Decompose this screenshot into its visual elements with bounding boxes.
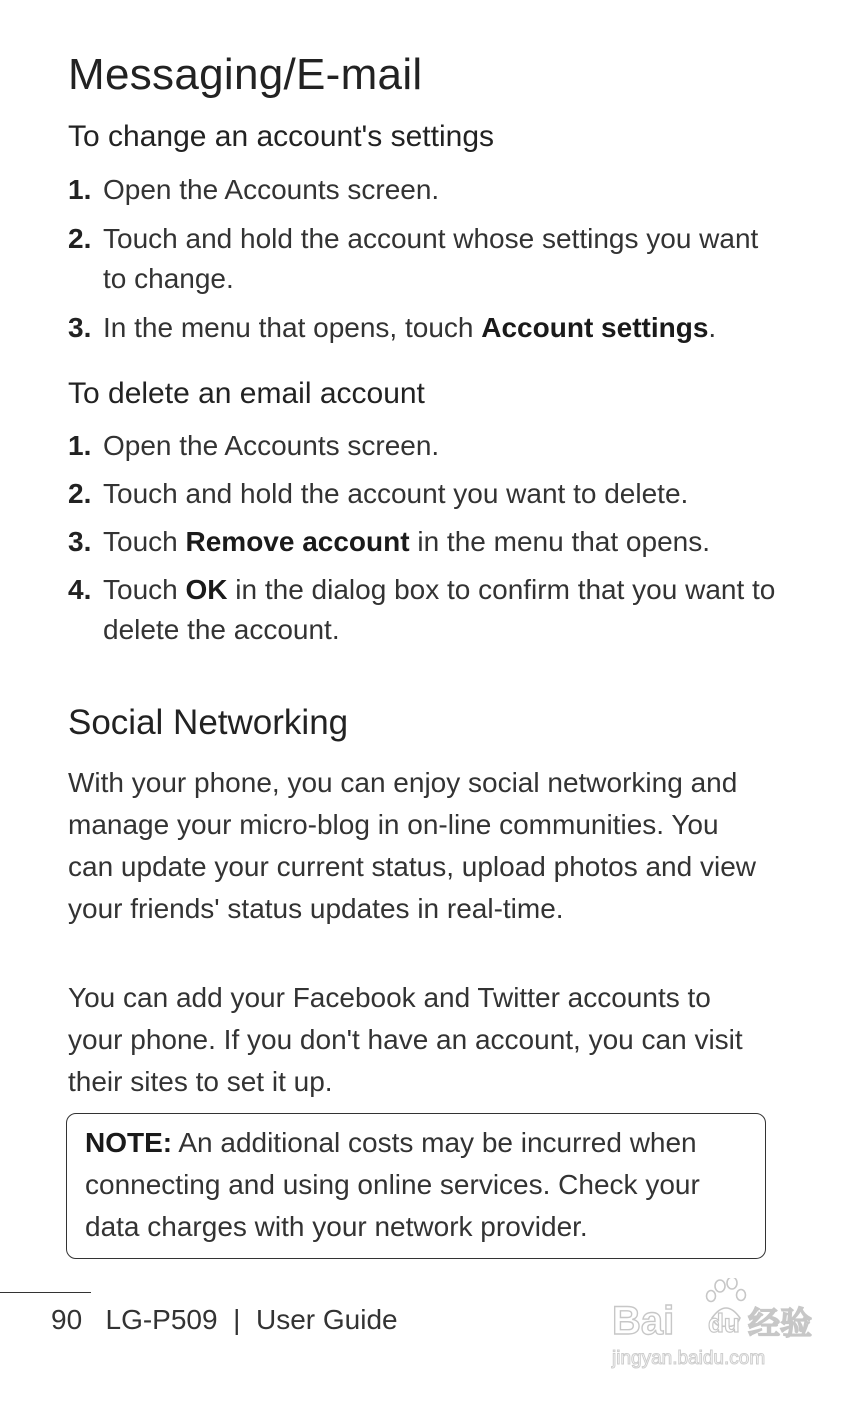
step-number: 1. [68,430,92,461]
step-number: 2. [68,223,92,254]
page-footer [51,1304,398,1336]
footer-rule [0,1292,91,1293]
footer-separator: | [233,1304,241,1335]
change-settings-step-1 [68,170,788,210]
remove-account-label: Remove account [185,526,410,557]
delete-account-heading: To delete an email account [68,377,425,410]
delete-account-step-3 [68,522,788,562]
social-paragraph-1: With your phone, you can enjoy social networking and manage your micro-blog in on-line communities. You can update your current status, upload photos and view your friends' status updates in real-time. [68,767,756,924]
step-text: Touch and hold the account you want to delete. [103,478,689,509]
ok-label: OK [185,574,228,605]
page-number: 90 [51,1304,83,1335]
step-text: Open the Accounts screen. [103,174,440,205]
note-text: NOTE: An additional costs may be incurred when connecting and using online services. Check your data charges with your network provider. [85,1127,700,1242]
delete-account-step-1 [68,426,788,466]
guide-label: User Guide [255,1304,398,1335]
note-label: NOTE: [85,1127,173,1158]
page-title: Messaging/E-mail [68,50,423,99]
delete-account-step-2 [68,474,788,514]
step-number: 3. [68,312,92,343]
delete-account-step-4 [68,570,788,650]
change-settings-step-3 [68,308,788,348]
svg-text:jingyan.baidu.com: jingyan.baidu.com [612,1348,766,1369]
step-text: Open the Accounts screen. [103,430,440,461]
step-number: 3. [68,526,92,557]
social-paragraph-2: You can add your Facebook and Twitter accounts to your phone. If you don't have an account, you can visit their sites to set it up. [68,982,743,1097]
model-name: LG-P509 [105,1304,218,1335]
step-text: In the menu that opens, touch Account settings. [103,312,717,343]
note-box [66,1113,766,1259]
svg-text:Bai: Bai [612,1299,675,1343]
social-networking-title: Social Networking [68,703,349,742]
step-text: Touch OK in the dialog box to confirm that you want to delete the account. [103,574,776,645]
svg-text:du: du [708,1308,740,1338]
account-settings-label: Account settings [481,312,709,343]
step-number: 2. [68,478,92,509]
svg-text:经验: 经验 [748,1304,813,1342]
step-number: 1. [68,174,92,205]
change-settings-step-2 [68,219,788,299]
step-text: Touch and hold the account whose settings you want to change. [103,223,759,294]
step-number: 4. [68,574,92,605]
baidu-watermark-logo [608,1278,814,1374]
change-settings-heading: To change an account's settings [68,120,495,153]
step-text: Touch Remove account in the menu that opens. [103,526,711,557]
